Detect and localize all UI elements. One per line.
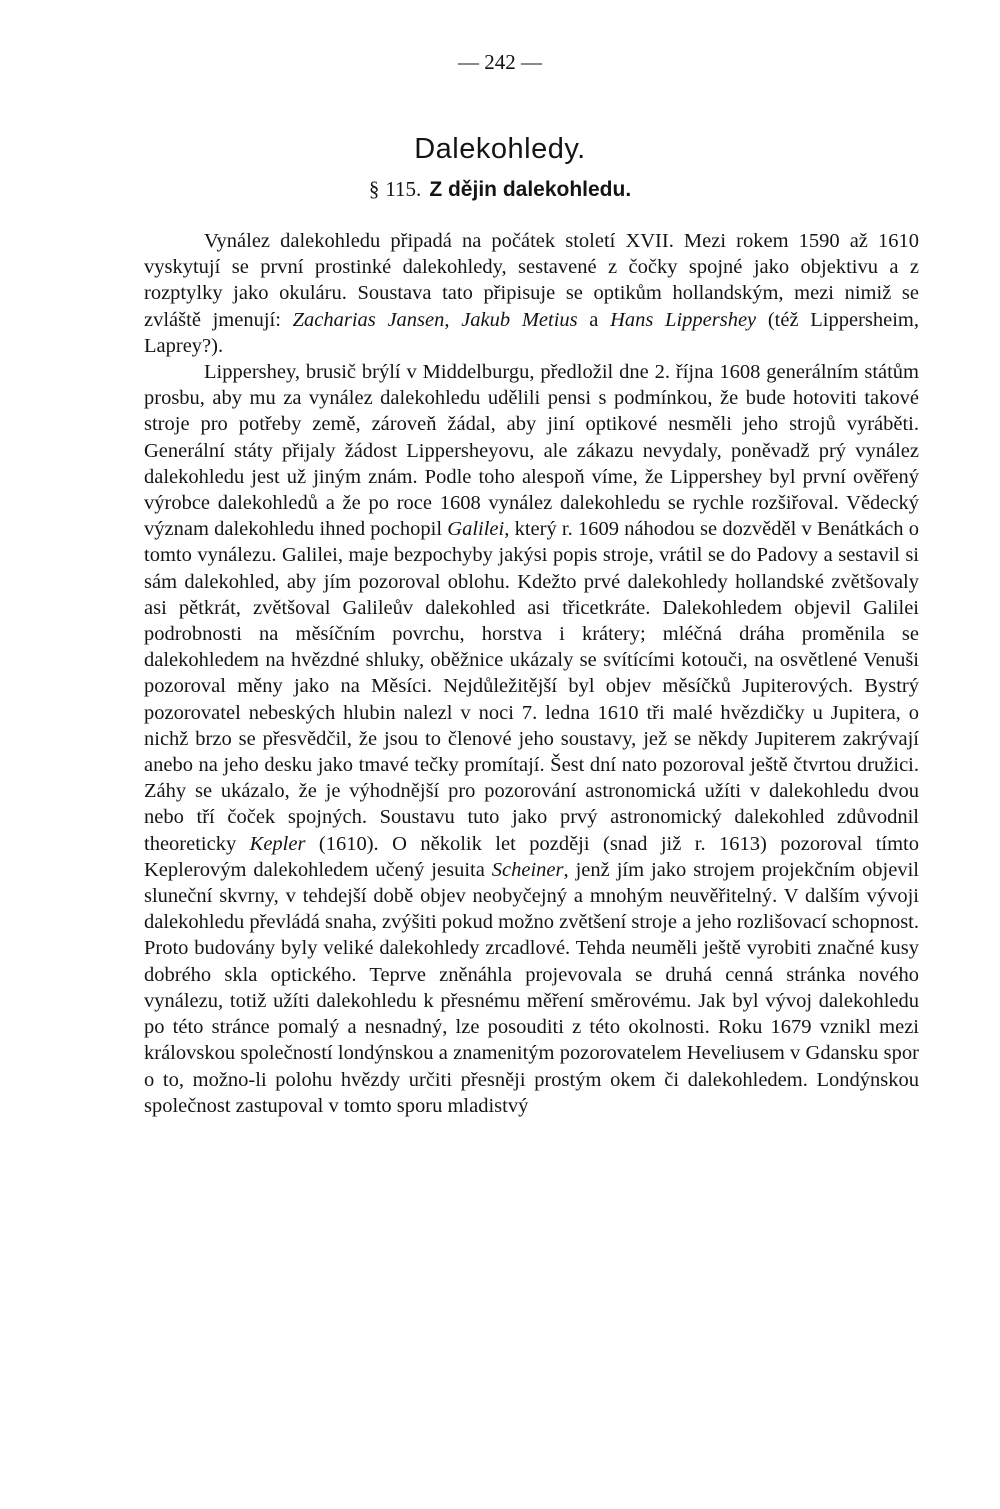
- person-name: Jakub Metius: [461, 308, 578, 331]
- text-run: Vynález dalekohledu připadá na počátek století XVII. Mezi rokem 1590 až 1610 vyskytují se první prostinké dalekohledy, sestavené z čočky spojné jako objektivu a z rozptylky jako okuláru. Soustava tato připisuje se optikům hollandským, mezi nimiž se zvláště jmenují:: [144, 230, 919, 331]
- section-title: Z dějin dalekohledu.: [429, 178, 632, 201]
- section-heading: [0, 177, 1000, 202]
- text-run: (1610). O několik let později (snad již r. 1613) pozoroval tímto Keplerovým dalekohledem učený jesuita: [144, 832, 919, 881]
- page-number: — 242 —: [458, 50, 542, 74]
- text-run: (též Lippersheim, Laprey?).: [144, 308, 919, 357]
- person-name: Hans Lippershey: [610, 308, 757, 331]
- text-run: Lippershey, brusič brýlí v Middelburgu, předložil dne 2. října 1608 generálním státům prosbu, aby mu za vynález dalekohledu udělili pensi s podmínkou, že bude hotoviti takové stroje pro potřeby země, zároveň žádal, aby jiní optikové nesměli jeho strojů vyráběti. Generální státy přijaly žádost Lippersheyovu, ale zákazu nevydaly, poněvadž prý vynález dalekohledu jest už jiným znám. Podle toho alespoň víme, že Lippershey byl první ověřený výrobce dalekohledů a že po roce 1608 vynález dalekohledu se rychle rozšiřoval. Vědecký význam dalekohledu ihned pochopil: [144, 361, 919, 541]
- text-run: , jenž jím jako strojem projekčním objevil sluneční skvrny, v tehdejší době objev neobyčejný a mnohým neuvěřitelný. V dalším vývoji dalekohledu převládá snaha, zvýšiti pokud možno zvětšení stroje a jeho rozlišovací schopnost. Proto budovány byly veliké dalekohledy zrcadlové. Tehda neuměli ještě vyrobiti značné kusy dobrého skla optického. Teprve zněnáhla projevovala se druhá cenná stránka nového vynálezu, totiž užíti dalekohledu k přesnému měření směrovému. Jak byl vývoj dalekohledu po této stránce pomalý a nesnadný, lze posouditi z této okolnosti. Roku 1679 vznikl mezi královskou společností londýnskou a znamenitým pozorovatelem Heveliusem v Gdansku spor o to, možno-li polohu hvězdy určiti přesněji prostým okem či dalekohledem. Londýnskou společnost zastupoval v tomto sporu mladistvý: [144, 858, 919, 1117]
- text-run: a: [577, 308, 611, 331]
- text-run: ,: [444, 308, 462, 331]
- person-name: Galilei: [447, 518, 505, 541]
- chapter-title: Dalekohledy.: [414, 133, 586, 166]
- section-sign: §: [368, 177, 380, 201]
- person-name: Kepler: [249, 832, 306, 855]
- section-number: 115.: [385, 177, 422, 201]
- person-name: Zacharias Jansen: [292, 308, 445, 331]
- person-name: Scheiner: [491, 858, 564, 881]
- text-run: , který r. 1609 náhodou se dozvěděl v Benátkách o tomto vynálezu. Galilei, maje bezpochyby jakýsi popis stroje, vrátil se do Padovy a sestavil si sám dalekohled, aby jím pozoroval oblohu. Kdežto prvé dalekohledy hollandské zvětšovaly asi pětkrát, zvětšoval Galileův dalekohled asi třicetkráte. Dalekohledem objevil Galilei podrobnosti na měsíčním povrchu, horstva i krátery; mléčná dráha proměnila se dalekohledem na hvězdné shluky, oběžnice ukázaly se svítícími kotouči, na osvětlené Venuši pozoroval měny jako na Měsíci. Nejdůležitější byl objev měsíčků Jupiterových. Bystrý pozorovatel nebeských hlubin nalezl v noci 7. ledna 1610 tři malé hvězdičky u Jupitera, o nichž brzo se přesvědčil, že jsou to členové jeho soustavy, jež se někdy Jupiterem zakrývají anebo na jeho desku jako tmavé tečky promítají. Šest dní nato pozoroval ještě čtvrtou družici. Záhy se ukázalo, že je výhodnější pro pozorování astronomická užíti v dalekohledu dvou nebo tří čoček spojných. Soustavu tuto jako prvý astronomický dalekohled zdůvodnil theoreticky: [144, 518, 920, 855]
- paragraph: [144, 359, 919, 1119]
- paragraph: [144, 228, 919, 359]
- body-text: [144, 228, 919, 1119]
